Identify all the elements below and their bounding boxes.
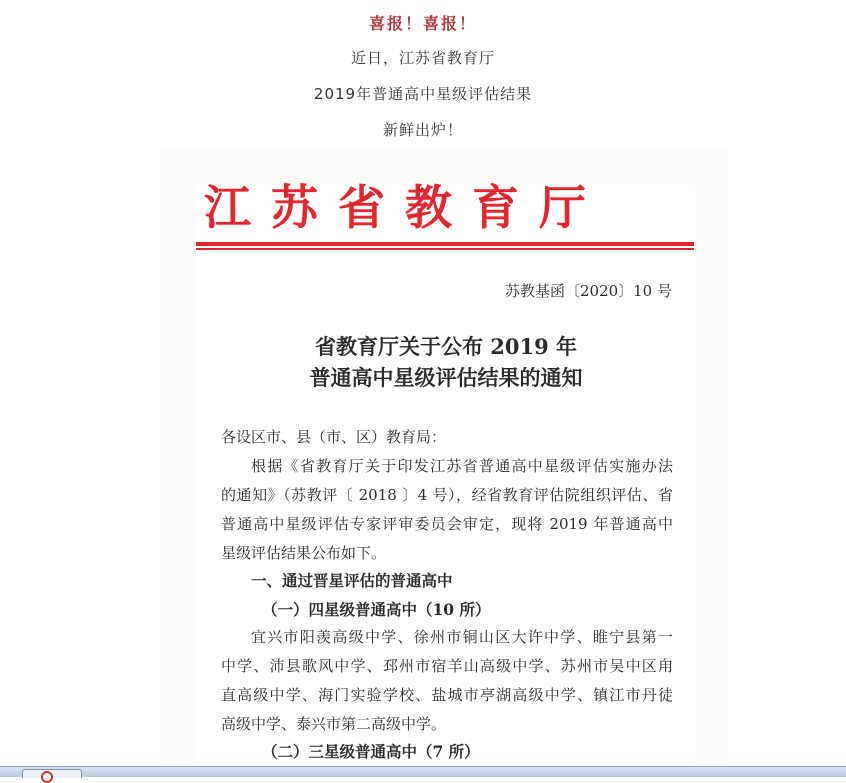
intro-line-3: 新鲜出炉！ — [382, 121, 463, 139]
school-list-line-1: 宜兴市阳羡高级中学、徐州市铜山区大许中学、睢宁县第一 — [251, 628, 673, 646]
document-number: 苏教基函〔2020〕10 号 — [504, 282, 672, 300]
document-title-line-1: 省教育厅关于公布 2019 年 — [314, 334, 578, 359]
taskbar — [0, 766, 846, 777]
body-line-2: 的通知》（苏教评〔 2018 〕4 号），经省教育评估院组织评估、省 — [221, 486, 673, 504]
school-list-line-3: 直高级中学、海门实验学校、盐城市亭湖高级中学、镇江市丹徒 — [221, 686, 673, 704]
letterhead-divider-thin — [196, 248, 694, 250]
section-1-heading: 一、通过晋星评估的普通高中 — [251, 571, 453, 590]
intro-line-2: 2019年普通高中星级评估结果 — [313, 85, 533, 103]
letterhead-divider-thick — [196, 242, 694, 246]
document-title-line-2: 普通高中星级评估结果的通知 — [309, 365, 583, 390]
subsection-1-heading: （一）四星级普通高中（10 所） — [262, 600, 491, 619]
salutation: 各设区市、县（市、区）教育局： — [221, 428, 447, 446]
body-line-4: 星级评估结果公布如下。 — [221, 544, 387, 562]
agency-letterhead: 江苏省教育厅 — [204, 181, 606, 236]
body-line-3: 普通高中星级评估专家评审委员会审定，现将 2019 年普通高中 — [221, 515, 673, 533]
body-line-1: 根据《省教育厅关于印发江苏省普通高中星级评估实施办法 — [251, 457, 673, 475]
school-list-line-4: 高级中学、泰兴市第二高级中学。 — [221, 715, 447, 733]
headline-text: 喜报！喜报！ — [368, 14, 477, 33]
school-list-line-2: 中学、沛县歌风中学、邳州市宿羊山高级中学、苏州市吴中区甪 — [221, 657, 673, 675]
subsection-2-heading: （二）三星级普通高中（7 所） — [262, 742, 480, 761]
app-icon — [41, 771, 53, 783]
intro-line-1: 近日，江苏省教育厅 — [350, 49, 495, 67]
taskbar-app-button[interactable] — [22, 769, 82, 778]
